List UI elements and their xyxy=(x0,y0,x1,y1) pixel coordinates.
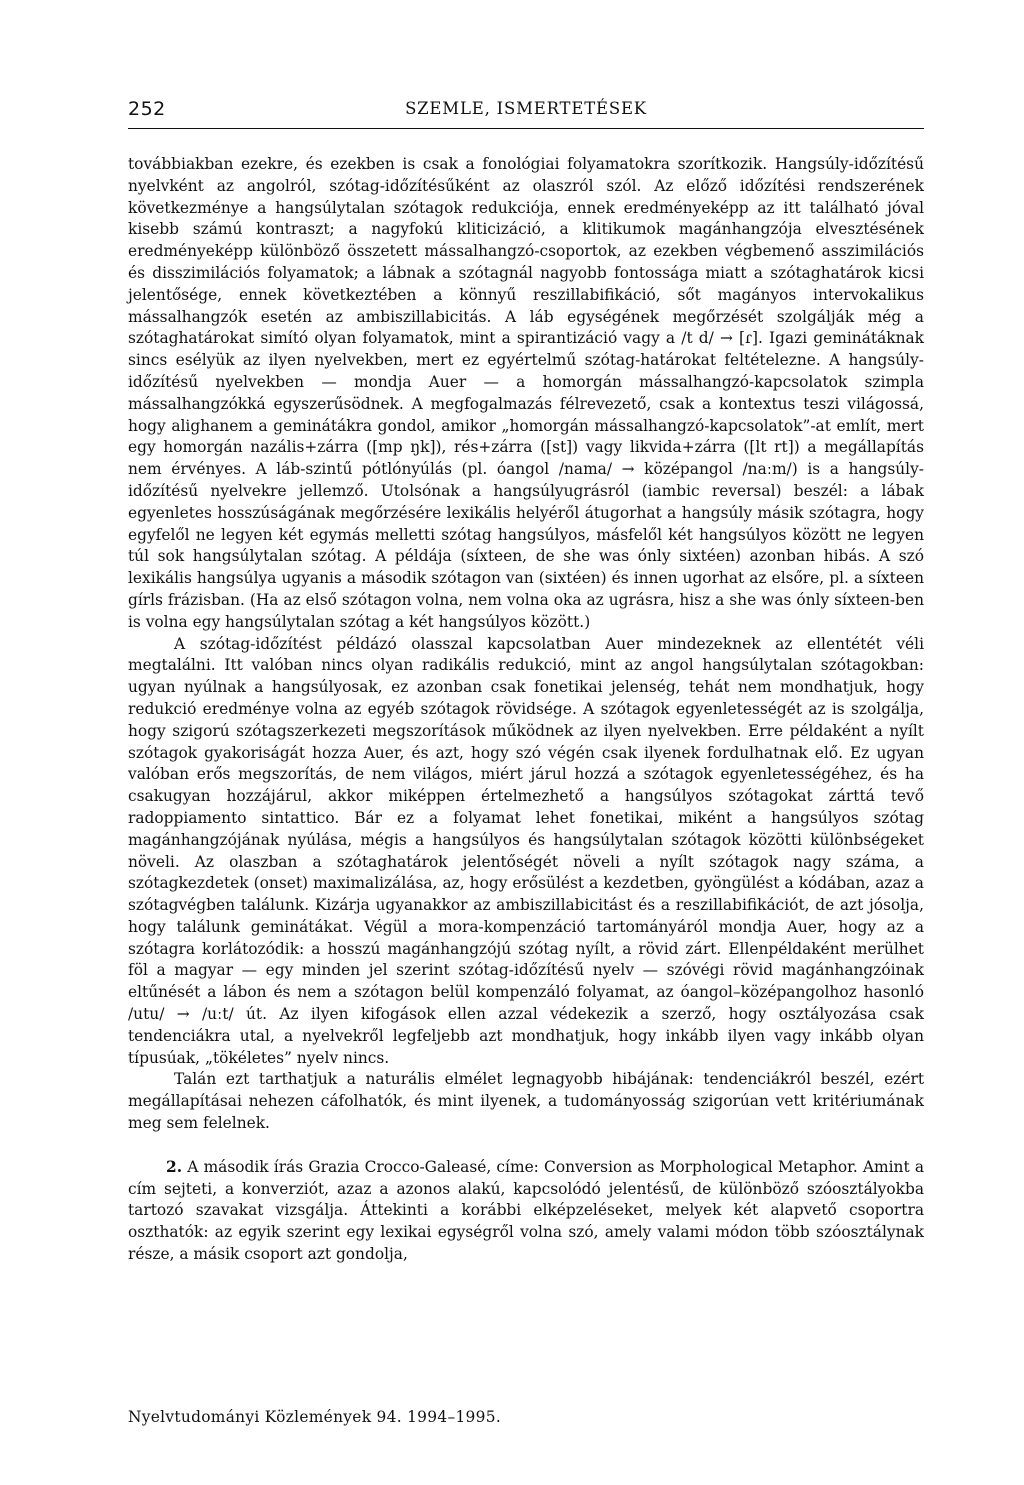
running-head-title: SZEMLE, ISMERTETÉSEK xyxy=(405,99,647,118)
paragraph: továbbiakban ezekre, és ezekben is csak a fonológiai folyamatokra szorítkozik. Hangsúly-időzítésű nyelvként az angolról, szótag-időzítésűként az olaszról szól. Az előző időzítési rendszerének következménye a hangsúlytalan szótagok redukciója, ennek eredményeképp az itt található jóval kisebb számú kontraszt; a nagyfokú kliticizáció, a klitikumok magánhangzója elvesztésének eredményeképp különböző összetett mássalhangzó-csoportok, az ezekben végbemenő asszimilációs és disszimilációs folyamatok; a lábnak a szótagnál nagyobb fontossága miatt a szótaghatárok kicsi jelentősége, ennek következtében a könnyű reszillabifikáció, sőt magányos intervokalikus mássalhangzók esetén az ambiszillabicitás. A láb egységének megőrzését szolgálják még a szótaghatárokat simító olyan folyamatok, mint a spirantizáció vagy a /t d/ → [ɾ]. Igazi geminátáknak sincs esélyük az ilyen nyelvekben, mert ez egyértelmű szótag-határokat feltételezne. A hangsúly-időzítésű nyelvekben — mondja Auer — a homorgán mássalhangzó-kapcsolatok szimpla mássalhangzókká egyszerűsödnek. A megfogalmazás félrevezető, csak a kontextus teszi világossá, hogy alighanem a geminátákra gondol, amikor „homorgán mássalhangzó-kapcsolatok”-at említ, mert egy homorgán nazális+zárra ([mp ŋk]), rés+zárra ([st]) vagy likvida+zárra ([lt rt]) a megállapítás nem érvényes. A láb-szintű pótlónyúlás (pl. óangol /nama/ → középangol /naːm/) is a hangsúly-időzítésű nyelvekre jellemző. Utolsónak a hangsúlyugrásról (iambic reversal) beszél: a lábak egyenletes hosszúságának megőrzésére lexikális helyéről átugorhat a hangsúly másik szótagra, hogy egyfelől ne legyen két egymás melletti szótag hangsúlyos, másfelől két hangsúlyos között ne legyen túl sok hangsúlytalan szótag. A példája (síxteen, de she was ónly sixtéen) azonban hibás. A szó lexikális hangsúlya ugyanis a második szótagon van (sixtéen) és innen ugorhat az elsőre, pl. a síxteen gírls frázisban. (Ha az első szótagon volna, nem volna oka az ugrásra, hisz a she was ónly síxteen-ben is volna egy hangsúlytalan szótag a két hangsúlyos között.) xyxy=(128,155,924,631)
article-body xyxy=(128,154,924,1266)
paragraph: Talán ezt tarthatjuk a naturális elmélet legnagyobb hibájának: tendenciákról beszél, ezért megállapításai nehezen cáfolhatók, és mint ilyenek, a tudományosság szigorúan vett kritériumának meg sem felelnek. xyxy=(128,1070,924,1133)
page xyxy=(128,98,924,1266)
journal-footer: Nyelvtudományi Közlemények 94. 1994–1995. xyxy=(128,1408,502,1426)
section-number: 2. xyxy=(166,1157,183,1176)
page-number: 252 xyxy=(128,98,166,120)
section-paragraph xyxy=(128,1157,924,1266)
running-header xyxy=(128,98,924,129)
paragraph: A szótag-időzítést példázó olasszal kapcsolatban Auer mindezeknek az ellentétét véli megtalálni. Itt valóban nincs olyan radikális redukció, mint az angol hangsúlytalan szótagokban: ugyan nyúlnak a hangsúlyosak, ez azonban csak fonetikai jelenség, tehát nem mondhatjuk, hogy redukció eredménye volna az egyéb szótagok rövidsége. A szótagok egyenletességét az is szolgálja, hogy szigorú szótagszerkezeti megszorítások működnek az ilyen nyelvekben. Erre példaként a nyílt szótagok gyakoriságát hozza Auer, és azt, hogy szó végén csak ilyenek fordulhatnak elő. Ez ugyan valóban erős megszorítás, de nem világos, miért járul hozzá a szótagok egyenletességéhez, és ha csakugyan hozzájárul, akkor miképpen értelmezhető a hangsúlyos szótagokat zárttá tevő radoppiamento sintattico. Bár ez a folyamat lehet fonetikai, miként a hangsúlyos szótag magánhangzójának nyúlása, mégis a hangsúlyos és hangsúlytalan szótagok közötti különbségeket növeli. Az olaszban a szótaghatárok jelentőségét növeli a nyílt szótagok nagy száma, a szótagkezdetek (onset) maximalizálása, az, hogy erősülést a kezdetben, gyöngülést a kódában, azaz a szótagvégben találunk. Kizárja ugyanakkor az ambiszillabicitást és a reszillabifikációt, de azt jósolja, hogy találunk geminátákat. Végül a mora-kompenzáció tartományáról mondja Auer, hogy az a szótagra korlátozódik: a hosszú magánhangzójú szótag nyílt, a rövid zárt. Ellenpéldaként merülhet föl a magyar — egy minden jel szerint szótag-időzítésű nyelv — szóvégi rövid magánhangzóinak eltűnését a lábon és nem a szótagon belül kompenzáló folyamat, az óangol–középangolhoz hasonló /utu/ → /uːt/ út. Az ilyen kifogások ellen azzal védekezik a szerző, hogy osztályozása csak tendenciákra utal, a nyelvekről legfeljebb azt mondhatjuk, hogy inkább ilyen vagy inkább olyan típusúak, „tökéletes” nyelv nincs. xyxy=(128,634,924,1067)
section-text: A második írás Grazia Crocco-Galeasé, címe: Conversion as Morphological Metaphor. Amint a cím sejteti, a konverziót, azaz a azonos alakú, kapcsolódó jelentésű, de különböző szóosztályokba tartozó szavakat vizsgálja. Áttekinti a korábbi elképzeléseket, melyek két alapvető csoportra oszthatók: az egyik szerint egy lexikai egységről volna szó, amely valami módon több szóosztálynak része, a másik csoport azt gondolja, xyxy=(128,1157,924,1264)
